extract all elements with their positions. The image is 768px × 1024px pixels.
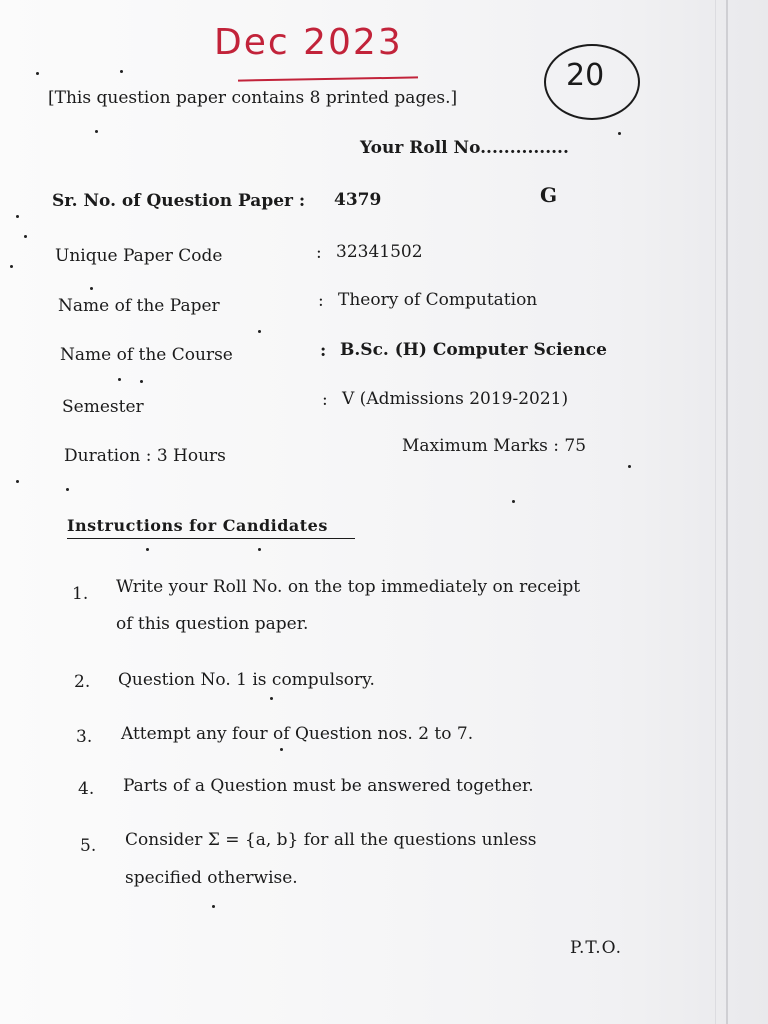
- paper-name-label: Name of the Paper: [58, 296, 220, 316]
- page-edge: [726, 0, 728, 1024]
- scan-speck: [258, 330, 261, 333]
- sr-no-value: 4379: [334, 190, 382, 210]
- course-name-label: Name of the Course: [60, 345, 233, 365]
- instruction-5-number: 5.: [80, 836, 97, 856]
- unique-paper-code-value: 32341502: [336, 242, 423, 262]
- instruction-5-line-2: specified otherwise.: [125, 868, 298, 888]
- circled-number: 20: [566, 58, 605, 93]
- instruction-2-line-1: Question No. 1 is compulsory.: [118, 670, 375, 690]
- course-name-sep: :: [320, 341, 327, 361]
- scan-speck: [24, 235, 27, 238]
- scan-speck: [618, 132, 621, 135]
- unique-paper-code-label: Unique Paper Code: [55, 246, 223, 266]
- handwritten-date: Dec 2023: [214, 22, 403, 63]
- instruction-1-line-1: Write your Roll No. on the top immediately on receipt: [116, 577, 581, 597]
- instruction-3-line-1: Attempt any four of Question nos. 2 to 7.: [121, 724, 474, 744]
- semester-label: Semester: [62, 397, 144, 417]
- duration: Duration : 3 Hours: [64, 446, 226, 466]
- unique-paper-code-sep: :: [316, 243, 322, 263]
- scan-speck: [36, 72, 39, 75]
- instruction-5-line-1: Consider Σ = {a, b} for all the questions unless: [125, 830, 537, 850]
- heading-underline: [67, 538, 355, 539]
- instruction-1-number: 1.: [72, 584, 89, 604]
- semester-sep: :: [322, 390, 328, 410]
- please-turn-over: P.T.O.: [570, 938, 622, 958]
- scan-speck: [146, 548, 149, 551]
- course-name-value: B.Sc. (H) Computer Science: [340, 340, 607, 360]
- scan-speck: [140, 380, 143, 383]
- scan-speck: [280, 748, 283, 751]
- set-code: G: [540, 183, 558, 207]
- scan-speck: [118, 378, 121, 381]
- instruction-2-number: 2.: [74, 672, 91, 692]
- instruction-4-number: 4.: [78, 779, 95, 799]
- scan-speck: [16, 215, 19, 218]
- scan-speck: [16, 480, 19, 483]
- instruction-4-line-1: Parts of a Question must be answered together.: [123, 776, 534, 796]
- page-edge-inner: [715, 0, 716, 1024]
- handwritten-underline: [238, 76, 418, 81]
- scan-speck: [258, 548, 261, 551]
- scan-speck: [95, 130, 98, 133]
- scan-speck: [10, 265, 13, 268]
- scan-speck: [90, 287, 93, 290]
- roll-no-field: Your Roll No...............: [360, 138, 569, 158]
- scan-speck: [212, 905, 215, 908]
- instruction-3-number: 3.: [76, 727, 93, 747]
- paper-name-value: Theory of Computation: [338, 290, 538, 310]
- sr-no-label: Sr. No. of Question Paper :: [52, 191, 306, 211]
- semester-value: V (Admissions 2019-2021): [342, 389, 569, 409]
- instruction-1-line-2: of this question paper.: [116, 614, 309, 634]
- scan-speck: [66, 488, 69, 491]
- paper-name-sep: :: [318, 291, 324, 311]
- scan-speck: [628, 465, 631, 468]
- maximum-marks: Maximum Marks : 75: [402, 436, 587, 456]
- pages-note: [This question paper contains 8 printed pages.]: [48, 88, 458, 108]
- instructions-heading: Instructions for Candidates: [67, 516, 328, 535]
- scan-speck: [512, 500, 515, 503]
- scan-speck: [120, 70, 123, 73]
- scan-speck: [270, 697, 273, 700]
